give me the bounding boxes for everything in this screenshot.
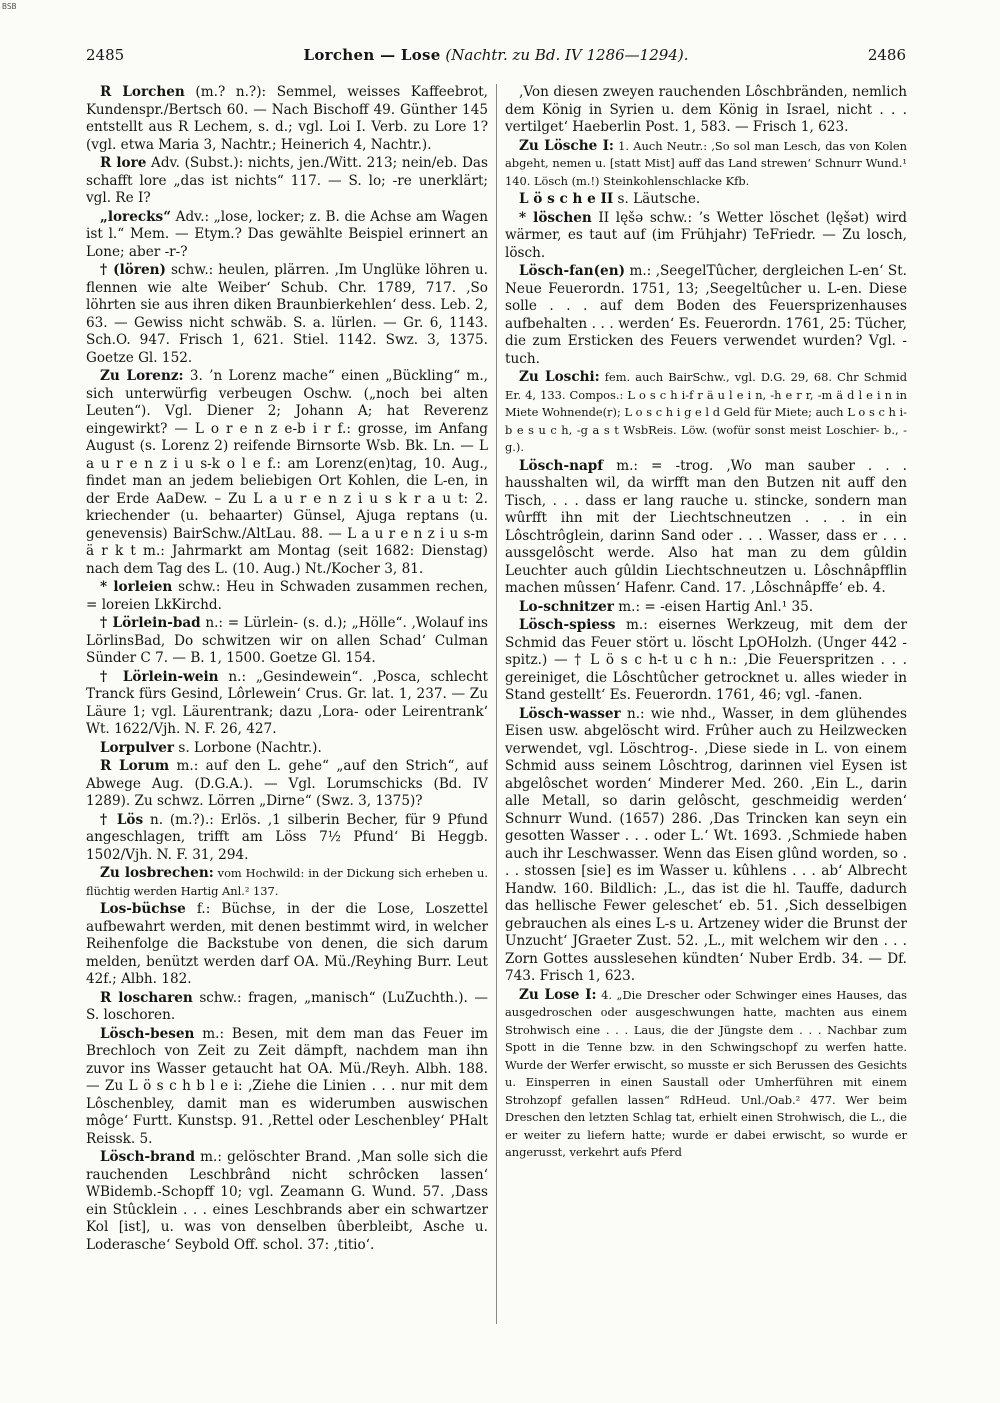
page-number-right: 2486 — [867, 46, 906, 64]
dictionary-entry — [86, 1149, 488, 1254]
dictionary-entry — [505, 84, 907, 137]
dictionary-entry — [86, 1026, 488, 1149]
entry-text: n.: wie nhd., Wasser, in dem glühendes Eisen usw. abgelöscht wird. Frûher auch zu Heilzwecken verwendet, vgl. Löschtrog-. ‚Diese siede in L. von einem Schmid auss seinem Lôschtrog, darinnen viel Eysen ist abgelôschet worden‘ Minderer Med. 260. ‚Ein L., darin alle Metall, so darin gelôscht, geschmeidig werden‘ Schnurr Wund. (1657) 286. ‚Das Trincken kan seyn ein gesotten Wasser . . . oder L.‘ Wt. 1693. ‚Schmiede haben auch ihr Leschwasser. Wenn das Eisen glûnd worden, so . . . stossen [sie] es im Wasser u. kûhlens . . . ab‘ Albrecht Handw. 160. Bildlich: ‚L., das ist die hl. Tauffe, dadurch das hellische Fewer geleschet‘ eb. 51. ‚Sich desselbigen gebrauchen als eines L-s u. Artzeney wider die Brunst der Unzucht‘ JGraeter Zust. 52. ‚L., mit welchem wir den . . . Zorn Gottes ausslesehen kündten‘ Nuber Erdb. 34. — Df. 743. Frisch 1, 623. — [505, 705, 907, 984]
entry-text: 3. ’n Lorenz mache“ einen „Bückling“ m., sich unterwürfig verbeugen Oschw. („noch bei alten Leuten“). Vgl. Diener 2; Johann A; hat Reverenz eingewirkt? — L o r e n z e-b i r f.: grosse, im Anfang August (s. Lorenz 2) reifende Birnsorte Wsb. Bk. Ln. — L a u r e n z i u s-k o l e f.: am Lorenz(en)tag, 10. Aug., findet man an jedem beliebigen Ort Kohlen, die L-en, in der Erde AaDew. – Zu L a u r e n z i u s k r a u t: 2. kriechender (u. behaarter) Günsel, Ajuga reptans (u. genevensis) BairSchw./AltLau. 88. — L a u r e n z i u s-m ä r k t m.: Jahrmarkt am Montag (seit 1682: Dienstag) nach dem Tag des L. (10. Aug.) Nt./Kocher 3, 81. — [86, 368, 488, 577]
entry-headword: Zu Lorenz: — [100, 368, 184, 384]
dictionary-entry — [86, 990, 488, 1025]
running-title — [86, 46, 906, 64]
running-title-main: Lorchen — Lose — [303, 46, 441, 64]
dictionary-entry — [86, 155, 488, 208]
dictionary-entry — [86, 615, 488, 668]
entry-text: m.: gelöschter Brand. ‚Man solle sich die rauchenden Leschbrând nicht schrôcken lassen‘ WBidemb.-Schopff 10; vgl. Zeamann G. Wund. 57. ‚Dass ein Stûcklein . . . eines Leschbrands aber ein schwartzer Kol [ist], u. was von denselben ûberbleibt, Asche u. Loderasche‘ Seybold Off. schol. 37: ‚titio‘. — [86, 1149, 488, 1253]
entry-headword: Zu Lose I: — [519, 986, 597, 1003]
dictionary-entry — [505, 706, 907, 986]
dictionary-entry — [86, 901, 488, 989]
entry-text: m.: eisernes Werkzeug, mit dem der Schmid das Feuer stört u. löscht LpOHolzh. (Unger 442 -spitz.) — † L ö s c h-t u c h n.: ‚Die Feuerspritzen . . . gereiniget, die Lôschtûcher getrocknet u. alles wieder in Stand gestellt‘ Es. Feuerordn. 1761, 46; vgl. -fanen. — [505, 617, 907, 703]
dictionary-entry — [86, 262, 488, 367]
dictionary-entry — [505, 191, 907, 209]
dictionary-entry — [86, 740, 488, 758]
entry-headword: † Lörlein-wein — [100, 668, 219, 685]
entry-headword: Lösch-wasser — [519, 705, 621, 722]
dictionary-entry — [505, 987, 907, 1162]
entry-headword: Zu Loschi: — [519, 369, 600, 385]
entry-text: 1. Auch Neutr.: ‚So sol man Lesch, das von Kolen abgeht, nemen u. [statt Mist] auff das Land strewen‘ Schnurr Wund.¹ 140. Lösch (m.!) Steinkohlenschlacke Kfb. — [505, 138, 907, 188]
entry-text: n. (m.?).: Erlös. ‚1 silberin Becher, für 9 Pfund angeschlagen, trifft am Löss 7½ Pfund‘ Bi Heggb. 1502/Vjh. N. F. 31, 294. — [86, 811, 488, 863]
page-header — [86, 46, 906, 70]
page-number-left: 2485 — [86, 46, 125, 64]
dictionary-entry — [86, 812, 488, 865]
entry-text: s. Lorbone (Nachtr.). — [174, 739, 322, 756]
entry-headword: † (lören) — [100, 262, 166, 278]
entry-headword: R lore — [100, 155, 147, 171]
left-column — [86, 84, 488, 1384]
entry-text: II lęšə schw.: ’s Wetter löschet (lęšət) wird wärmer, es taut auf (im Frühjahr) TeFriedr. — Zu losch, lösch. — [505, 209, 907, 261]
library-stamp: BSB — [2, 2, 17, 11]
dictionary-entry — [505, 369, 907, 457]
entry-headword: R loscharen — [100, 989, 193, 1006]
entry-text: s. Läutsche. — [613, 191, 701, 207]
entry-headword: Lösch-spiess — [519, 617, 616, 633]
entry-headword: Lösch-napf — [519, 457, 604, 474]
entry-text: m.: Besen, mit dem man das Feuer im Brechloch von Zeit zu Zeit dämpft, nachdem man ihn zuvor ins Wasser getaucht hat OA. Mü./Reyh. Albh. 188. — Zu L ö s c h b l e i: ‚Ziehe die Linien . . . nur mit dem Lôschenbley, damit man es widerumben auswischen môge‘ Furtt. Kunstsp. 91. ‚Rettel oder Leschenbley‘ PHalt Reissk. 5. — [86, 1025, 488, 1147]
entry-headword: R Lorum — [100, 758, 170, 774]
entry-text: m.: auf den L. gehe“ „auf den Strich“, auf Abwege Aug. (D.G.A.). — Vgl. Lorumschicks (Bd. IV 1289). Zu schwz. Lörren „Dirne“ (Swz. 3, 1375)? — [86, 758, 488, 809]
entry-text: 4. „Die Drescher oder Schwinger eines Hauses, das ausgedroschen oder ausgeschwungen hatte, machten aus einem Strohwisch eine . . . Laus, die der Jüngste dem . . . Nachbar zum Spott in die Tenne bzw. in den Schwingschopf zu werfen hatte. Wurde der Werfer erwischt, so musste er sich Berussen des Gesichts u. Einsperren in einen Saustall oder Umherführen mit einem Strohzopf gefallen lassen“ RdHeud. Unl./Oab.² 477. Wer beim Dreschen den letzten Schlag tat, erhielt einen Strohwisch, die L., die er weiter zu liefern hatte; wurde er dabei erwischt, so wurde er angerusst, verkehrt aufs Pferd — [505, 987, 907, 1159]
entry-text: (m.? n.?): Semmel, weisses Kaffeebrot, Kundenspr./Bertsch 60. — Nach Bischoff 49. Günther 145 entstellt aus R Lechem, s. d.; vgl. Loi I. Verb. zu Lore 1? (vgl. etwa Maria 3, Nachtr.; Heinerich 4, Nachtr.). — [86, 84, 488, 153]
column-divider — [496, 84, 497, 1324]
entry-headword: * lorleien — [100, 579, 173, 595]
dictionary-entry — [86, 368, 488, 578]
entry-headword: Lo-schnitzer — [519, 598, 614, 615]
entry-headword: R Lorchen — [100, 84, 185, 100]
entry-text: Adv.: „lose, locker; z. B. die Achse am Wagen ist l.“ Mem. — Etym.? Das gewählte Beispiel erinnert an Lone; aber -r-? — [86, 208, 488, 260]
entry-headword: L ö s c h e II — [519, 191, 614, 207]
dictionary-entry — [86, 669, 488, 739]
entry-text: fem. auch BairSchw., vgl. D.G. 29, 68. Chr Schmid Er. 4, 133. Compos.: L o s c h i-f r ä u l e i n, -h e r r, -m ä d l e i n in Miete Wohnende(r); L o s c h i g e l d Geld für Miete; auch L o s c h i-b e s u c h, -g a s t WsbReis. Löw. (wofür sonst meist Loschier- b., -g.). — [505, 370, 907, 454]
entry-headword: Zu Lösche I: — [519, 137, 614, 154]
entry-text: schw.: Heu in Schwaden zusammen rechen, = loreien LkKirchd. — [86, 579, 488, 613]
entry-text: m.: = -eisen Hartig Anl.¹ 35. — [613, 598, 814, 615]
entry-text: schw.: heulen, plärren. ‚Im Unglüke löhren u. flennen wie alte Weiber‘ Schub. Chr. 1789, 717. ‚So löhrten sie aus ihren diken Braunbierkehlen‘ dess. Leb. 2, 63. — Gewiss nicht schwäb. S. a. lürlen. — Gr. 6, 1143. Sch.O. 947. Frisch 1, 621. Stiel. 1142. Swz. 3, 1375. Goetze Gl. 152. — [86, 262, 488, 366]
right-column — [505, 84, 907, 1384]
dictionary-entry — [505, 599, 907, 617]
running-title-note: (Nachtr. zu Bd. IV 1286—1294). — [445, 46, 689, 64]
entry-headword: Lösch-fan(en) — [519, 263, 626, 279]
entry-headword: * löschen — [519, 209, 592, 226]
entry-text: Adv. (Subst.): nichts, jen./Witt. 213; nein/eb. Das schafft lore „das ist nichts“ 117. — S. lo; -re unerklärt; vgl. Re I? — [86, 155, 488, 206]
dictionary-entry — [505, 617, 907, 705]
dictionary-entry — [505, 458, 907, 598]
dictionary-entry — [505, 138, 907, 191]
entry-headword: Zu losbrechen: — [100, 865, 214, 881]
entry-text: n.: = Lürlein- (s. d.); „Hölle“. ‚Wolauf ins LörlinsBad, Do schwitzen wir on allen Schad‘ Culman Sünder C 7. — B. 1, 1500. Goetze Gl. 154. — [86, 615, 488, 666]
entry-text: n.: „Gesindewein“. ‚Posca, schlecht Tranck fürs Gesind, Lôrlewein‘ Crus. Gr. lat. 1, 237. — Zu Läure 1; vgl. Läurentrank; dazu ‚Lora- oder Leirentrank‘ Wt. 1622/Vjh. N. F. 26, 427. — [86, 668, 488, 737]
entry-text: m.: ‚SeegelTûcher, dergleichen L-en‘ St. Neue Feuerordn. 1751, 13; ‚Seegeltûcher u. L-en. Diese solle . . . auf dem Boden des Feuersprizenhauses aufbehalten . . . werden‘ Es. Feuerordn. 1761, 25: Tücher, die zum Ersticken des Feuers verwendet wurden? Vgl. -tuch. — [505, 263, 907, 367]
entry-text: f.: Büchse, in der die Lose, Loszettel aufbewahrt werden, mit denen bestimmt wird, in welcher Reihenfolge die Backstube von denen, die sich darum melden, benützt werden darf OA. Mü./Reyhing Burr. Leut 42f.; Albh. 182. — [86, 901, 488, 987]
entry-headword: Lösch-brand — [100, 1149, 195, 1165]
entry-text: schw.: fragen, „manisch“ (LuZuchth.). — S. loschoren. — [86, 989, 488, 1023]
entry-headword: „lorecks“ — [100, 208, 172, 225]
entry-headword: Lösch-besen — [100, 1025, 195, 1042]
entry-text: vom Hochwild: in der Dickung sich erheben u. flüchtig werden Hartig Anl.² 137. — [86, 866, 488, 898]
dictionary-entry — [505, 210, 907, 263]
dictionary-entry — [86, 579, 488, 614]
dictionary-entry — [86, 865, 488, 900]
dictionary-entry — [86, 84, 488, 154]
entry-headword: Lorpulver — [100, 739, 175, 756]
entry-headword: † Lörlein-bad — [100, 615, 201, 631]
entry-headword: † Lös — [100, 811, 144, 828]
dictionary-entry — [86, 758, 488, 811]
entry-text: m.: = -trog. ‚Wo man sauber . . . hausshalten wil, da wirfft man den Butzen nit auff den Tisch, . . . dass er lang rauche u. stincke, sondern man wûrfft ihn mit der Liechtschneutzen . . . in ein Lôschtrôglein, darinn Sand oder . . . Wasser, dass er . . . aussgelôscht werde. Also hat man zu dem gûldin Leuchter auch gûldin Liechtschneutzen u. Lôschnâpfflin machen mûssen‘ Hafenr. Cand. 17. ‚Lôschnâpffe‘ eb. 4. — [505, 457, 907, 596]
dictionary-entry — [505, 263, 907, 368]
dictionary-entry — [86, 209, 488, 262]
entry-headword: Los-büchse — [100, 901, 186, 917]
entry-text: ‚Von diesen zweyen rauchenden Lôschbränden, nemlich dem König in Syrien u. dem König in Israel, nicht . . . vertilget‘ Haeberlin Post. 1, 583. — Frisch 1, 623. — [505, 84, 907, 135]
